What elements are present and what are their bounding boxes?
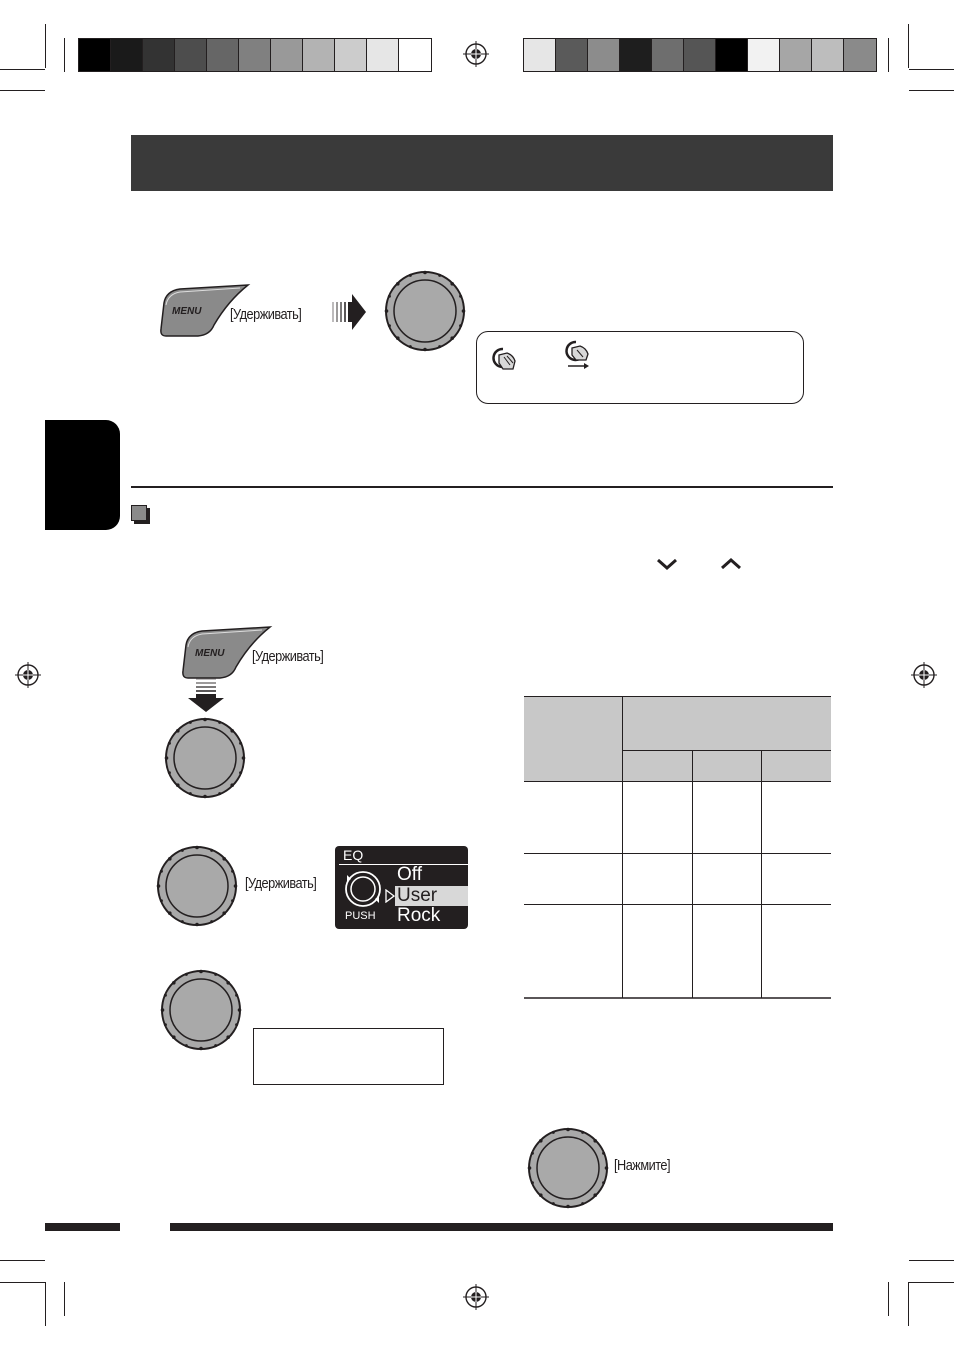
color-swatch [335, 39, 367, 71]
color-swatch [175, 39, 207, 71]
color-swatch [780, 39, 812, 71]
note-box [476, 331, 804, 404]
color-swatch [620, 39, 652, 71]
hand-press-turn-arrow-icon [562, 338, 594, 372]
color-swatch [367, 39, 399, 71]
color-swatch [399, 39, 431, 71]
registration-mark-icon [463, 1284, 489, 1310]
crop-mark [908, 24, 909, 68]
color-swatch [652, 39, 684, 71]
chevron-up-icon [720, 557, 742, 571]
crop-mark [45, 1282, 46, 1326]
hand-press-turn-icon [489, 345, 519, 373]
color-swatch [143, 39, 175, 71]
color-swatch [716, 39, 748, 71]
section-title-bar [131, 135, 833, 191]
registration-mark-icon [911, 662, 937, 688]
color-swatch [303, 39, 335, 71]
color-swatch [812, 39, 844, 71]
control-dial-knob[interactable] [156, 845, 238, 927]
footer-bar-left [45, 1223, 120, 1231]
section-bullet-square [131, 505, 147, 521]
display-option-off: Off [397, 864, 422, 885]
hold-label: [Удерживать] [245, 875, 317, 892]
color-swatch [271, 39, 303, 71]
display-push-label: PUSH [345, 910, 376, 922]
footer-bar-right [170, 1223, 833, 1231]
crop-mark [0, 69, 45, 70]
crop-mark [888, 1282, 889, 1316]
crop-mark [0, 1260, 45, 1261]
menu-key-label: MENU [172, 306, 202, 317]
color-swatch [588, 39, 620, 71]
color-swatch [524, 39, 556, 71]
color-bar-right [523, 38, 877, 72]
color-swatch [111, 39, 143, 71]
crop-mark [909, 1282, 954, 1283]
color-swatch [748, 39, 780, 71]
display-option-rock: Rock [397, 905, 441, 926]
crop-mark [0, 90, 45, 91]
color-swatch [207, 39, 239, 71]
chevron-down-icon [656, 557, 678, 571]
section-divider [131, 486, 833, 488]
color-swatch [844, 39, 876, 71]
eq-display-screen [335, 846, 468, 929]
crop-mark [64, 1282, 65, 1316]
press-label: [Нажмите] [614, 1157, 671, 1174]
dial-rotate-icon [343, 869, 383, 909]
hold-label: [Удерживать] [230, 306, 302, 323]
hold-label: [Удерживать] [252, 648, 324, 665]
crop-mark [909, 69, 954, 70]
color-swatch [79, 39, 111, 71]
display-heading: EQ [343, 847, 364, 863]
crop-mark [888, 38, 889, 72]
crop-mark [909, 1260, 954, 1261]
display-option-user: User [395, 886, 468, 906]
registration-mark-icon [15, 662, 41, 688]
control-dial-knob[interactable] [384, 270, 466, 352]
selection-triangle-icon [385, 889, 395, 903]
crop-mark [909, 90, 954, 91]
language-side-tab [45, 420, 120, 530]
color-swatch [239, 39, 271, 71]
arrow-down-icon [186, 678, 226, 712]
menu-key-label: MENU [195, 648, 225, 659]
crop-mark [45, 24, 46, 68]
arrow-right-icon [332, 292, 366, 332]
color-swatch [684, 39, 716, 71]
crop-mark [908, 1282, 909, 1326]
control-dial-knob[interactable] [160, 969, 242, 1051]
control-dial-knob[interactable] [527, 1127, 609, 1209]
color-bar-left [78, 38, 432, 72]
color-swatch [556, 39, 588, 71]
crop-mark [0, 1282, 45, 1283]
registration-mark-icon [463, 41, 489, 67]
control-dial-knob[interactable] [164, 717, 246, 799]
settings-table [524, 696, 832, 1000]
crop-mark [64, 38, 65, 72]
note-box-empty [253, 1028, 444, 1085]
